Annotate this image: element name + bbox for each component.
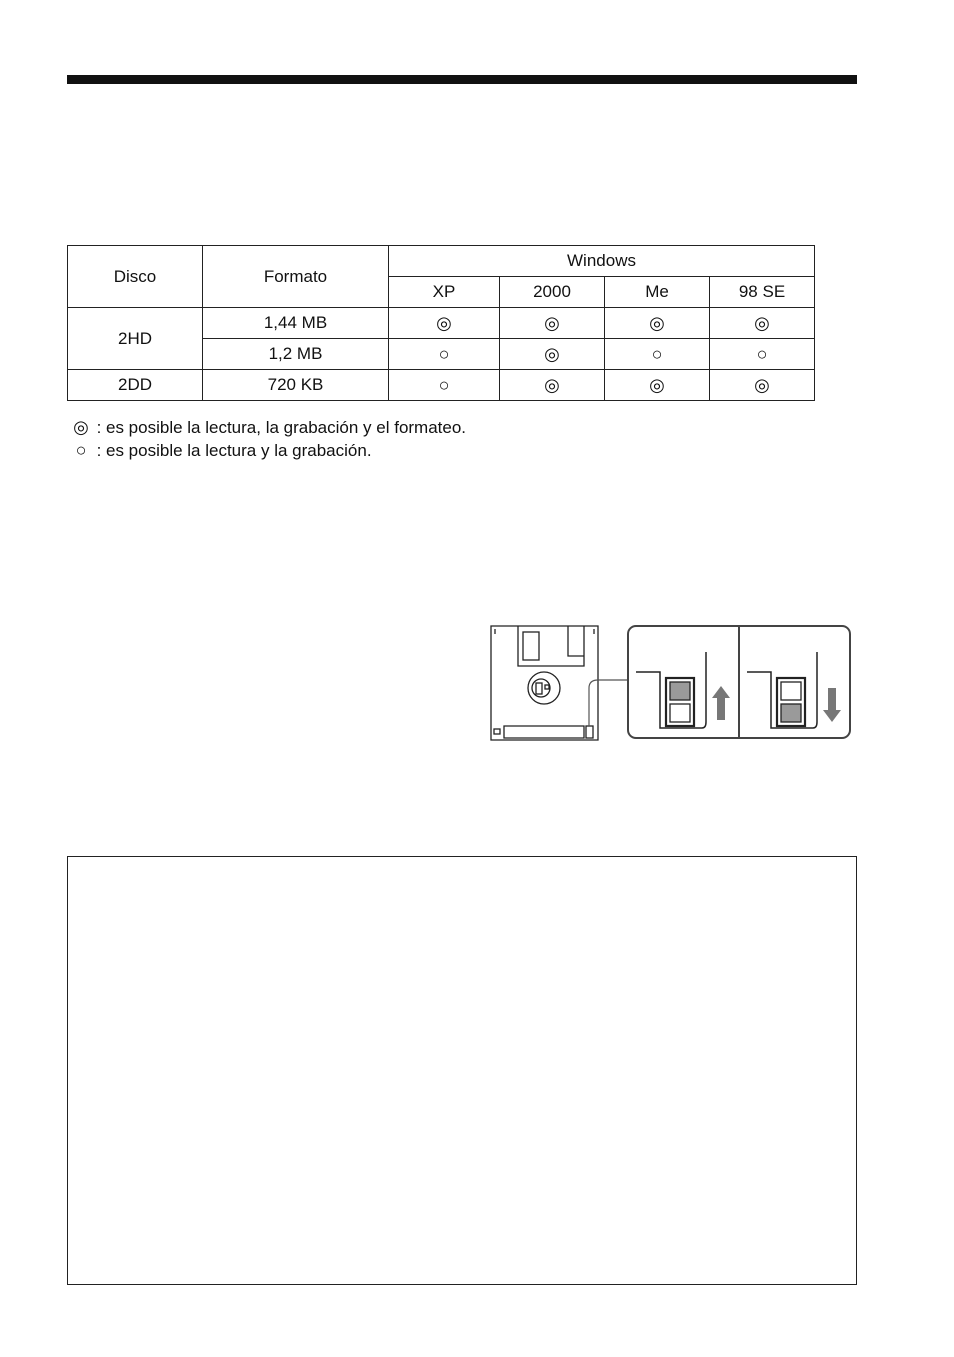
support-cell: ○ [710,339,815,370]
legend-separator: : [96,441,102,460]
header-disco: Disco [68,246,203,308]
floppy-disk-icon [491,626,598,740]
support-cell: ◎ [710,308,815,339]
header-formato: Formato [203,246,389,308]
formato-cell: 720 KB [203,370,389,401]
top-rule [67,75,857,84]
floppy-write-protect-illustration [488,622,854,744]
table-header-row [68,246,815,277]
support-cell: ◎ [605,308,710,339]
legend [70,416,466,462]
legend-text: es posible la lectura, la grabación y el formateo. [106,418,467,437]
support-cell: ◎ [500,339,605,370]
support-cell: ◎ [710,370,815,401]
formato-cell: 1,2 MB [203,339,389,370]
header-windows: Windows [389,246,815,277]
support-cell: ◎ [605,370,710,401]
os-2000: 2000 [500,277,605,308]
support-cell: ○ [389,339,500,370]
compatibility-table [67,245,815,401]
support-cell: ◎ [500,308,605,339]
legend-item [70,439,466,462]
circle-icon: ○ [75,440,87,460]
os-98se: 98 SE [710,277,815,308]
support-cell: ◎ [500,370,605,401]
double-circle-icon: ◎ [73,417,89,437]
table-row [68,370,815,401]
table-row [68,308,815,339]
support-cell: ○ [389,370,500,401]
support-cell: ○ [605,339,710,370]
os-me: Me [605,277,710,308]
disco-cell: 2HD [68,308,203,370]
write-protect-panel [628,626,850,738]
formato-cell: 1,44 MB [203,308,389,339]
legend-separator: : [96,418,102,437]
support-cell: ◎ [389,308,500,339]
legend-item [70,416,466,439]
os-xp: XP [389,277,500,308]
callout-line [589,680,628,726]
legend-text: es posible la lectura y la grabación. [106,441,372,460]
notes-box [67,856,857,1285]
disco-cell: 2DD [68,370,203,401]
